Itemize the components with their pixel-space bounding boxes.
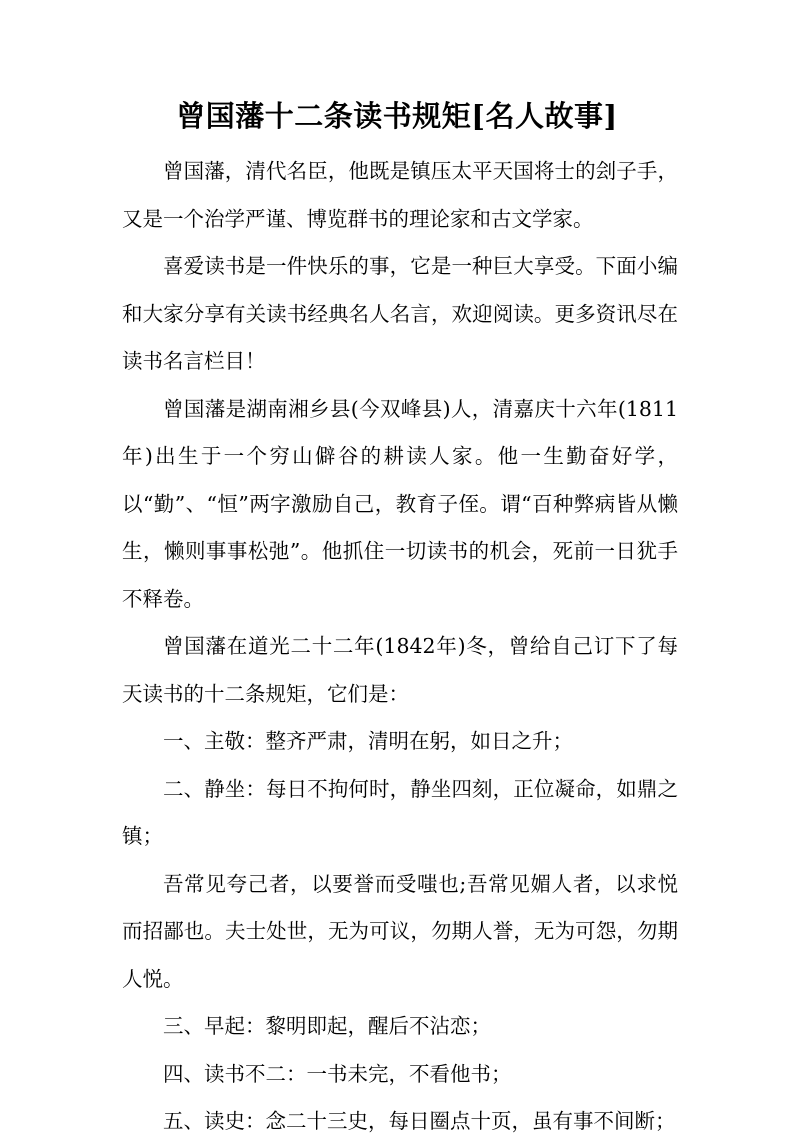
paragraph-intro: 曾国藩，清代名臣，他既是镇压太平天国将士的刽子手，又是一个治学严谨、博览群书的理论家和古文学家。	[122, 159, 678, 231]
rule-2: 二、静坐：每日不拘何时，静坐四刻，正位凝命，如鼎之镇；	[122, 776, 678, 848]
paragraph-biography: 曾国藩是湖南湘乡县(今双峰县)人，清嘉庆十六年(1811年)出生于一个穷山僻谷的耕读人家。他一生勤奋好学，以“勤”、“恒”两字激励自己，教育子侄。谓“百种弊病皆从懒生，懒则事事松弛”。他抓住一切读书的机会，死前一日犹手不释卷。	[122, 396, 678, 611]
paragraph-rules-intro: 曾国藩在道光二十二年(1842年)冬，曾给自己订下了每天读书的十二条规矩，它们是：	[122, 634, 678, 706]
paragraph-editor-note: 喜爱读书是一件快乐的事，它是一种巨大享受。下面小编和大家分享有关读书经典名人名言，欢迎阅读。更多资讯尽在读书名言栏目！	[122, 254, 678, 373]
rule-1: 一、主敬：整齐严肃，清明在躬，如日之升；	[163, 729, 573, 753]
rule-5: 五、读史：念二十三史，每日圈点十页，虽有事不间断；	[163, 1109, 676, 1133]
page-title: 曾国藩十二条读书规矩[名人故事]	[176, 99, 618, 133]
rule-4: 四、读书不二：一书未完，不看他书；	[163, 1061, 512, 1086]
article-body	[122, 148, 678, 1146]
rule-3: 三、早起：黎明即起，醒后不沾恋；	[163, 1014, 491, 1038]
paragraph-quote: 吾常见夸己者，以要誉而受嗤也;吾常见媚人者，以求悦而招鄙也。夫士处世，无为可议，勿期人誉，无为可怨，勿期人悦。	[122, 871, 678, 991]
